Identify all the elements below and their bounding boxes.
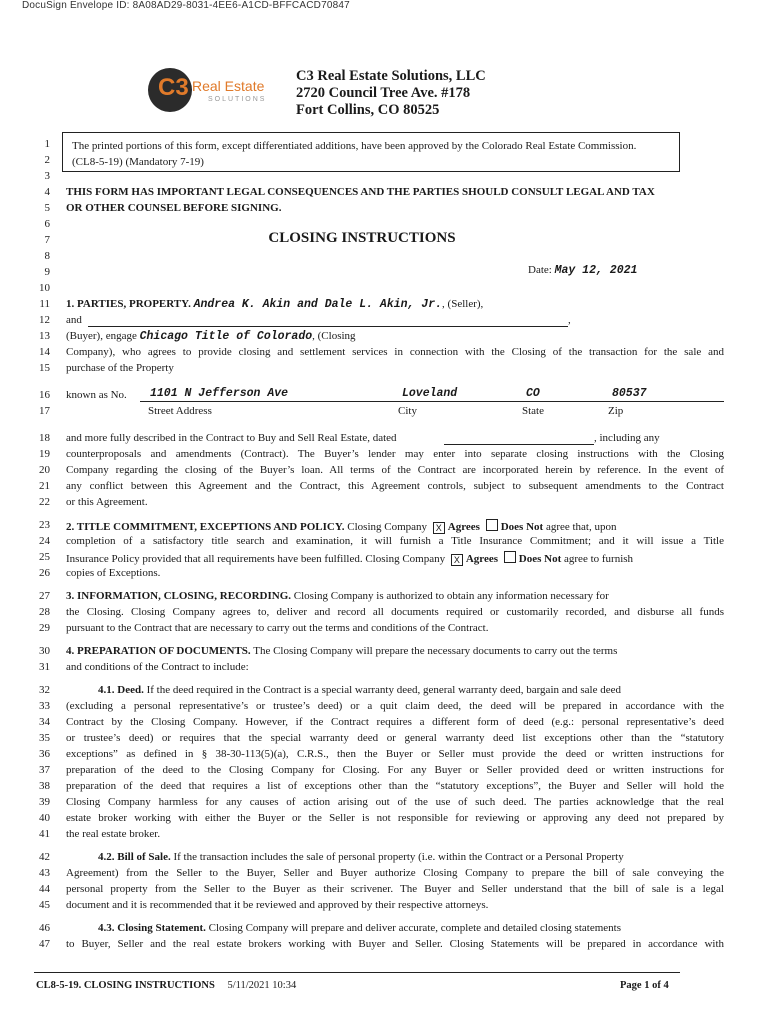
section-4-1-line-33: (excluding a personal representative’s or trustee’s deed) or a quit claim deed, the deed will be prepared in accordance with the xyxy=(66,700,724,712)
line-number: 45 xyxy=(39,899,50,911)
does-not-label: Does Not xyxy=(518,553,562,565)
section-3-line-29: pursuant to the Contract that are necessary to carry out the terms and conditions of the Contract. xyxy=(66,622,489,634)
line-number: 21 xyxy=(39,480,50,492)
city-label: City xyxy=(398,405,417,417)
section-2-line-23 xyxy=(66,519,617,534)
line-number: 32 xyxy=(39,684,50,696)
title-commitment-does-not-checkbox[interactable] xyxy=(486,519,498,531)
line-number: 3 xyxy=(44,170,50,182)
exceptions-agrees-checkbox[interactable]: X xyxy=(451,554,463,566)
section-1-line-14: Company), who agrees to provide closing and settlement services in connection with the Closing of the transaction for the sale and xyxy=(66,346,724,358)
buyer-engage-text: (Buyer), engage xyxy=(66,330,137,342)
line-number: 18 xyxy=(39,432,50,444)
section-2-line-26: copies of Exceptions. xyxy=(66,567,161,579)
line-number: 19 xyxy=(39,448,50,460)
seller-suffix: , (Seller), xyxy=(442,298,484,310)
section-4-1-line-34: Contract by the Closing Company. However, if the Contract requires a different form of deed (e.g.: personal representative’s deed xyxy=(66,716,724,728)
state-label: State xyxy=(522,405,544,417)
footer-divider xyxy=(34,972,680,973)
line-number: 46 xyxy=(39,922,50,934)
line-number: 27 xyxy=(39,590,50,602)
section-4-1-line-40: estate broker working with either the Buyer or the Seller is not responsible for reviewing or approving any deed not prepared by xyxy=(66,812,724,824)
section-4-2-line-43: Agreement) from the Seller to the Buyer, Seller and Buyer authorize Closing Company to prepare the bill of sale conveying the xyxy=(66,867,724,879)
section-4-3-text: Closing Company will prepare and deliver accurate, complete and detailed closing statements xyxy=(208,922,621,934)
line-number: 47 xyxy=(39,938,50,950)
section-1-line-20: Company regarding the closing of the Buyer’s loan. All terms of the Contract are incorporated herein by reference. In the event of xyxy=(66,464,724,476)
line-number: 24 xyxy=(39,535,50,547)
line-number: 12 xyxy=(39,314,50,326)
line-number: 44 xyxy=(39,883,50,895)
section-1-heading: 1. PARTIES, PROPERTY. xyxy=(66,298,191,310)
line-number: 25 xyxy=(39,551,50,563)
section-1-line-15: purchase of the Property xyxy=(66,362,174,374)
date-value[interactable]: May 12, 2021 xyxy=(554,264,638,277)
section-4-3-line-46 xyxy=(98,922,621,934)
contract-date-suffix: , including any xyxy=(594,432,660,444)
line-number: 43 xyxy=(39,867,50,879)
section-4-3-heading: 4.3. Closing Statement. xyxy=(98,922,206,934)
agree-to-furnish-text: agree to furnish xyxy=(564,553,634,565)
line-number: 28 xyxy=(39,606,50,618)
line-number: 42 xyxy=(39,851,50,863)
section-3-line-28: the Closing. Closing Company agrees to, deliver and record all documents required or customarily recorded, and disburse all funds xyxy=(66,606,724,618)
buyer-name-field[interactable] xyxy=(88,326,568,327)
section-4-2-heading: 4.2. Bill of Sale. xyxy=(98,851,171,863)
closing-company-text: Closing Company xyxy=(347,521,428,533)
line-number: 2 xyxy=(44,154,50,166)
section-4-1-line-37: preparation of the deed to the Closing Company for Closing. For any Buyer or Seller provided deed or written instructions for xyxy=(66,764,724,776)
agree-that-text: agree that, upon xyxy=(545,521,617,533)
does-not-label: Does Not xyxy=(500,521,544,533)
section-1-line-13 xyxy=(66,330,356,343)
footer-timestamp: 5/11/2021 10:34 xyxy=(227,980,297,991)
section-4-1-line-35: or trustee’s deed) or requires that the special warranty deed or general warranty deed list exceptions other than the “statutory xyxy=(66,732,724,744)
contract-date-field[interactable] xyxy=(444,444,594,445)
section-1-line-19: counterproposals and amendments (Contract). The Buyer’s lender may enter into separate closing instructions with the Closing xyxy=(66,448,724,460)
section-4-1-text: If the deed required in the Contract is a special warranty deed, general warranty deed, bargain and sale deed xyxy=(146,684,621,696)
line-number: 33 xyxy=(39,700,50,712)
section-4-2-line-44: personal property from the Seller to the Buyer as their scrivener. The Buyer and Seller understand that the bill of sale is a legal xyxy=(66,883,724,895)
date-field xyxy=(528,264,637,277)
line-number: 16 xyxy=(39,389,50,401)
zip-label: Zip xyxy=(608,405,624,417)
contract-date-text: and more fully described in the Contract to Buy and Sell Real Estate, dated xyxy=(66,432,397,444)
section-2-line-25 xyxy=(66,551,633,566)
section-4-1-heading: 4.1. Deed. xyxy=(98,684,144,696)
logo-name: Real Estate xyxy=(192,78,265,94)
line-number: 40 xyxy=(39,812,50,824)
agrees-label: Agrees xyxy=(465,553,499,565)
title-commitment-agrees-checkbox[interactable]: X xyxy=(433,522,445,534)
section-4-1-line-39: Closing Company harmless for any causes of action arising out of the use of such deed. The parties acknowledge that the real xyxy=(66,796,724,808)
line-number: 39 xyxy=(39,796,50,808)
and-label: and xyxy=(66,314,82,326)
line-number: 5 xyxy=(44,202,50,214)
footer-form-id xyxy=(36,980,296,991)
street-address-field[interactable]: 1101 N Jefferson Ave xyxy=(150,387,289,400)
section-4-2-line-42 xyxy=(98,851,624,863)
exceptions-does-not-checkbox[interactable] xyxy=(504,551,516,563)
section-4-1-line-41: the real estate broker. xyxy=(66,828,161,840)
state-field[interactable]: CO xyxy=(526,387,540,400)
section-1-line-22: or this Agreement. xyxy=(66,496,148,508)
line-number: 26 xyxy=(39,567,50,579)
legal-warning-line-2: OR OTHER COUNSEL BEFORE SIGNING. xyxy=(66,202,282,214)
line-number: 4 xyxy=(44,186,50,198)
line-number: 36 xyxy=(39,748,50,760)
section-3-heading: 3. INFORMATION, CLOSING, RECORDING. xyxy=(66,590,292,602)
line-number: 37 xyxy=(39,764,50,776)
line-number: 38 xyxy=(39,780,50,792)
company-name: C3 Real Estate Solutions, LLC xyxy=(296,68,486,84)
line-number: 20 xyxy=(39,464,50,476)
section-1-line-11 xyxy=(66,298,483,311)
section-3-line-27 xyxy=(66,590,609,602)
section-2-heading: 2. TITLE COMMITMENT, EXCEPTIONS AND POLICY. xyxy=(66,521,345,533)
line-number: 15 xyxy=(39,362,50,374)
line-number: 11 xyxy=(39,298,50,310)
seller-name-field[interactable]: Andrea K. Akin and Dale L. Akin, Jr. xyxy=(193,298,443,311)
city-field[interactable]: Loveland xyxy=(402,387,458,400)
agrees-label: Agrees xyxy=(447,521,480,533)
section-1-line-21: any conflict between this Agreement and the Contract, this Agreement controls, subject to subsequent amendments to the Contract xyxy=(66,480,724,492)
date-label: Date: xyxy=(528,264,552,276)
section-4-line-30 xyxy=(66,645,617,657)
document-title: CLOSING INSTRUCTIONS xyxy=(268,230,456,246)
section-4-1-line-32 xyxy=(98,684,621,696)
line-number: 10 xyxy=(39,282,50,294)
company-city: Fort Collins, CO 80525 xyxy=(296,102,440,118)
footer-page-number: Page 1 of 4 xyxy=(620,980,669,991)
section-4-line-31: and conditions of the Contract to include: xyxy=(66,661,249,673)
line-number: 14 xyxy=(39,346,50,358)
line-number: 9 xyxy=(44,266,50,278)
section-4-1-line-38: preparation of the deed that requires a list of exceptions other than the “statutory exceptions”, the Buyer and Seller will hold the xyxy=(66,780,724,792)
known-as-label: known as No. xyxy=(66,389,127,401)
line-number: 23 xyxy=(39,519,50,531)
line-number: 17 xyxy=(39,405,50,417)
line-number: 13 xyxy=(39,330,50,342)
line-number: 8 xyxy=(44,250,50,262)
closing-suffix: , (Closing xyxy=(312,330,356,342)
legal-warning-line-1: THIS FORM HAS IMPORTANT LEGAL CONSEQUENCES AND THE PARTIES SHOULD CONSULT LEGAL AND TAX xyxy=(66,186,655,198)
insurance-policy-text: Insurance Policy provided that all requirements have been fulfilled. Closing Company xyxy=(66,553,446,565)
line-number: 29 xyxy=(39,622,50,634)
buyer-line-suffix: , xyxy=(568,314,571,326)
section-4-2-line-45: document and it is recommended that it be reviewed and approved by their respective attorneys. xyxy=(66,899,489,911)
section-4-2-text: If the transaction includes the sale of personal property (i.e. within the Contract or a Personal Property xyxy=(173,851,624,863)
section-4-heading: 4. PREPARATION OF DOCUMENTS. xyxy=(66,645,251,657)
section-4-text: The Closing Company will prepare the necessary documents to carry out the terms xyxy=(253,645,618,657)
line-number: 22 xyxy=(39,496,50,508)
logo-mark-text: C3 xyxy=(158,74,189,101)
section-3-text: Closing Company is authorized to obtain any information necessary for xyxy=(293,590,609,602)
company-block xyxy=(296,68,486,119)
approval-line-1: The printed portions of this form, except differentiated additions, have been approved by the Colorado Real Estate Commission. xyxy=(72,140,637,152)
line-number: 1 xyxy=(44,138,50,150)
company-logo xyxy=(148,66,278,122)
line-number: 41 xyxy=(39,828,50,840)
line-number: 6 xyxy=(44,218,50,230)
docusign-envelope-id: DocuSign Envelope ID: 8A08AD29-8031-4EE6-A1CD-BFFCACD70847 xyxy=(22,0,350,11)
line-number: 7 xyxy=(44,234,50,246)
section-4-3-line-47: to Buyer, Seller and the real estate brokers working with Buyer and Seller. Closing Statements will be prepared in accordance with xyxy=(66,938,724,950)
company-address: 2720 Council Tree Ave. #178 xyxy=(296,85,471,101)
line-number: 31 xyxy=(39,661,50,673)
closing-company-field[interactable]: Chicago Title of Colorado xyxy=(139,330,313,343)
property-address-line xyxy=(140,401,724,402)
line-number: 30 xyxy=(39,645,50,657)
footer-form-name: CL8-5-19. CLOSING INSTRUCTIONS xyxy=(36,980,215,991)
approval-line-2: (CL8-5-19) (Mandatory 7-19) xyxy=(72,156,204,168)
zip-field[interactable]: 80537 xyxy=(612,387,647,400)
line-number: 35 xyxy=(39,732,50,744)
logo-sub: SOLUTIONS xyxy=(208,96,267,103)
street-address-label: Street Address xyxy=(148,405,212,417)
approval-text xyxy=(72,138,636,170)
section-4-1-line-36: exceptions” as defined in § 38-30-113(5)(a), C.R.S., then the Buyer or Seller must provide the deed or written instructions for xyxy=(66,748,724,760)
line-number: 34 xyxy=(39,716,50,728)
section-2-line-24: completion of a satisfactory title search and examination, it will furnish a Title Insurance Commitment; and it will issue a Title xyxy=(66,535,724,547)
